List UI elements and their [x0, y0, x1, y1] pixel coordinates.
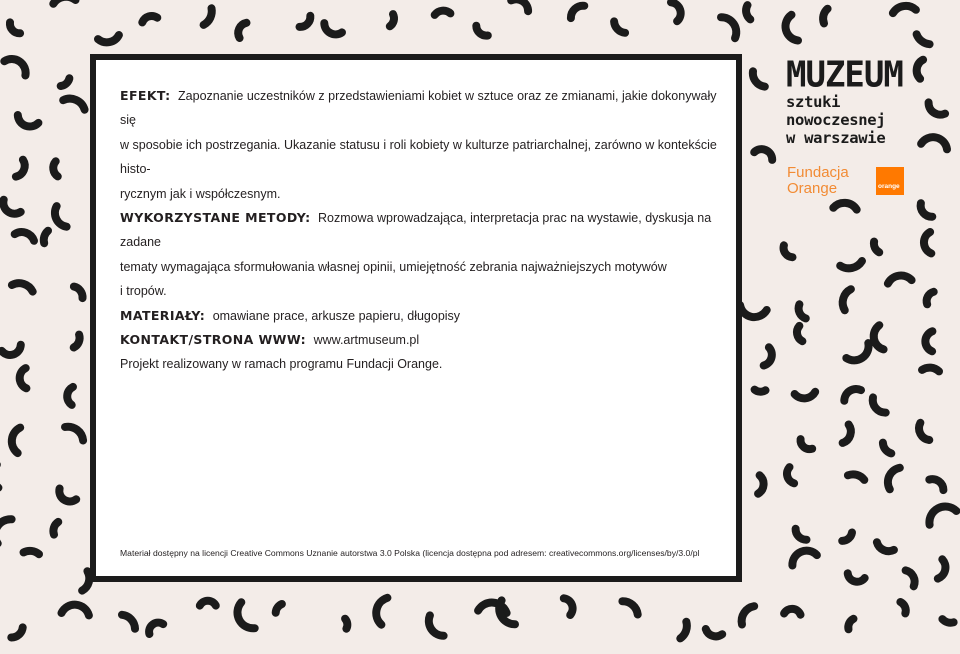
- squiggle-shape: [74, 335, 80, 348]
- materialy-text: omawiane prace, arkusze papieru, długopisy: [212, 308, 461, 323]
- projekt-paragraph: Projekt realizowany w ramach programu Fundacji Orange.: [120, 357, 443, 372]
- squiggle-shape: [62, 605, 89, 616]
- squiggle-shape: [564, 598, 573, 615]
- squiggle-shape: [848, 573, 865, 581]
- materialy-paragraph: [120, 304, 720, 328]
- fundacja-orange-logo: [787, 165, 907, 199]
- squiggle-shape: [764, 347, 772, 365]
- squiggle-shape: [888, 276, 912, 284]
- squiggle-shape: [924, 232, 931, 253]
- squiggle-shape: [755, 390, 766, 392]
- squiggle-shape: [843, 289, 851, 310]
- squiggle-shape: [706, 629, 722, 636]
- squiggle-shape: [942, 619, 953, 623]
- orange-badge-text: orange: [878, 183, 900, 190]
- squiggle-shape: [842, 533, 852, 541]
- squiggle-shape: [20, 368, 27, 388]
- squiggle-shape: [2, 345, 21, 355]
- squiggle-shape: [785, 15, 798, 41]
- squiggle-shape: [429, 615, 444, 635]
- squiggle-shape: [67, 387, 73, 405]
- squiggle-shape: [929, 507, 956, 525]
- squiggle-shape: [877, 542, 894, 551]
- efekt-paragraph: [120, 84, 720, 206]
- logo-line-1: sztuki: [786, 93, 841, 111]
- squiggle-shape: [614, 21, 625, 32]
- metody-line-2: tematy wymagająca sformułowania własnej opinii, umiejętność zebrania najważniejszych motywów: [120, 259, 667, 274]
- efekt-label: EFEKT:: [120, 88, 171, 103]
- logo-line-2: nowoczesnej: [786, 111, 886, 129]
- efekt-line-3: rycznym jak i współczesnym.: [120, 186, 281, 201]
- squiggle-shape: [142, 16, 157, 22]
- logo-line-3: w warszawie: [786, 129, 886, 147]
- squiggle-shape: [237, 602, 254, 628]
- squiggle-shape: [3, 200, 20, 214]
- squiggle-shape: [390, 14, 394, 26]
- squiggle-shape: [921, 203, 933, 217]
- squiggle-shape: [927, 292, 934, 305]
- squiggle-shape: [784, 245, 793, 257]
- squiggle-shape: [784, 609, 800, 615]
- squiggle-shape: [65, 427, 83, 441]
- squiggle-shape: [10, 22, 20, 33]
- squiggle-shape: [53, 522, 58, 535]
- metody-line-1: Rozmowa wprowadzająca, interpretacja prac na wystawie, dyskusja na zadane: [120, 211, 712, 250]
- squiggle-shape: [149, 623, 163, 634]
- squiggle-shape: [929, 479, 943, 490]
- squiggle-shape: [742, 606, 755, 624]
- license-note: Materiał dostępny na licencji Creative Commons Uznanie autorstwa 3.0 Polska (licencja dostępna pod adresem: creativecommons.org/licenses/by/3.0/pl: [120, 548, 700, 558]
- logo-title: MUZEUM: [786, 53, 903, 96]
- squiggle-shape: [844, 389, 861, 401]
- squiggle-shape: [12, 283, 33, 291]
- squiggle-shape: [24, 551, 40, 554]
- squiggle-shape: [799, 304, 806, 318]
- squiggle-shape: [571, 6, 584, 18]
- squiggle-shape: [795, 392, 816, 399]
- kontakt-link[interactable]: www.artmuseum.pl: [313, 333, 420, 348]
- squiggle-shape: [922, 368, 939, 372]
- squiggle-shape: [16, 160, 25, 177]
- squiggle-shape: [873, 397, 886, 412]
- squiggle-shape: [511, 0, 528, 11]
- kontakt-label: KONTAKT/STRONA WWW:: [120, 332, 307, 348]
- fundacja-wordmark: [787, 165, 867, 197]
- squiggle-shape: [12, 428, 20, 454]
- squiggle-shape: [740, 305, 767, 317]
- squiggle-shape: [874, 242, 879, 253]
- squiggle-shape: [63, 99, 84, 110]
- squiggle-shape: [906, 570, 915, 586]
- card-content: [120, 84, 720, 377]
- squiggle-shape: [59, 489, 76, 502]
- squiggle-shape: [917, 34, 930, 44]
- squiggle-shape: [671, 2, 681, 21]
- squiggle-shape: [893, 6, 916, 13]
- squiggle-shape: [797, 326, 802, 341]
- squiggle-shape: [435, 11, 451, 15]
- fundacja-line-1: Fundacja: [787, 164, 849, 181]
- squiggle-shape: [846, 343, 868, 360]
- squiggle-shape: [921, 137, 947, 149]
- squiggle-shape: [840, 261, 862, 268]
- squiggle-shape: [929, 102, 946, 114]
- info-card: [90, 54, 742, 582]
- squiggle-shape: [15, 232, 34, 241]
- squiggle-shape: [61, 78, 70, 86]
- squiggle-shape: [919, 423, 929, 440]
- squiggle-shape: [18, 115, 39, 127]
- metody-label: WYKORZYSTANE METODY:: [120, 210, 311, 226]
- squiggle-shape: [721, 17, 736, 38]
- fundacja-line-2: Orange: [787, 180, 838, 197]
- squiggle-shape: [98, 35, 119, 42]
- squiggle-shape: [925, 331, 932, 351]
- metody-line-3: i tropów.: [120, 284, 167, 299]
- squiggle-shape: [848, 619, 853, 630]
- squiggle-shape: [122, 615, 135, 629]
- squiggle-shape: [276, 604, 282, 613]
- squiggle-shape: [238, 23, 246, 38]
- squiggle-shape: [746, 5, 750, 19]
- squiggle-shape: [74, 287, 83, 299]
- squiggle-shape: [843, 425, 851, 443]
- efekt-line-2: w sposobie ich postrzegania. Ukazanie statusu i roli kobiety w kulturze patriarchalnej, zarówno w kontekście histo-: [120, 137, 717, 177]
- squiggle-shape: [883, 443, 891, 454]
- squiggle-shape: [622, 601, 637, 614]
- squiggle-shape: [53, 161, 58, 176]
- squiggle-shape: [4, 59, 25, 75]
- squiggle-shape: [792, 551, 817, 566]
- squiggle-shape: [801, 439, 813, 449]
- squiggle-shape: [11, 627, 22, 637]
- squiggle-shape: [0, 519, 12, 543]
- squiggle-shape: [345, 619, 347, 629]
- squiggle-shape: [938, 559, 946, 578]
- squiggle-shape: [888, 468, 900, 490]
- squiggle-shape: [376, 598, 387, 625]
- orange-badge-icon: [876, 167, 904, 195]
- squiggle-shape: [300, 16, 311, 27]
- squiggle-shape: [833, 203, 856, 210]
- squiggle-shape: [324, 23, 342, 34]
- squiggle-shape: [758, 475, 763, 493]
- squiggle-shape: [200, 601, 216, 606]
- squiggle-shape: [900, 602, 905, 613]
- squiggle-shape: [796, 529, 807, 540]
- squiggle-shape: [55, 206, 67, 227]
- squiggle-shape: [754, 149, 772, 160]
- squiggle-shape: [476, 26, 488, 36]
- squiggle-shape: [874, 325, 884, 349]
- metody-paragraph: [120, 206, 720, 304]
- efekt-line-1: Zapoznanie uczestników z przedstawieniami kobiet w sztuce oraz ze zmianami, jakie dokonywały się: [120, 89, 717, 128]
- squiggle-shape: [53, 0, 75, 4]
- squiggle-shape: [44, 231, 48, 244]
- squiggle-shape: [848, 474, 864, 480]
- squiggle-shape: [680, 622, 687, 639]
- kontakt-paragraph: [120, 328, 720, 352]
- materialy-label: MATERIAŁY:: [120, 307, 206, 323]
- squiggle-shape: [753, 71, 765, 86]
- squiggle-shape: [917, 60, 923, 79]
- squiggle-shape: [787, 467, 794, 483]
- squiggle-shape: [82, 571, 89, 590]
- squiggle-shape: [204, 8, 212, 25]
- squiggle-shape: [823, 9, 828, 24]
- museum-logo: [786, 53, 916, 147]
